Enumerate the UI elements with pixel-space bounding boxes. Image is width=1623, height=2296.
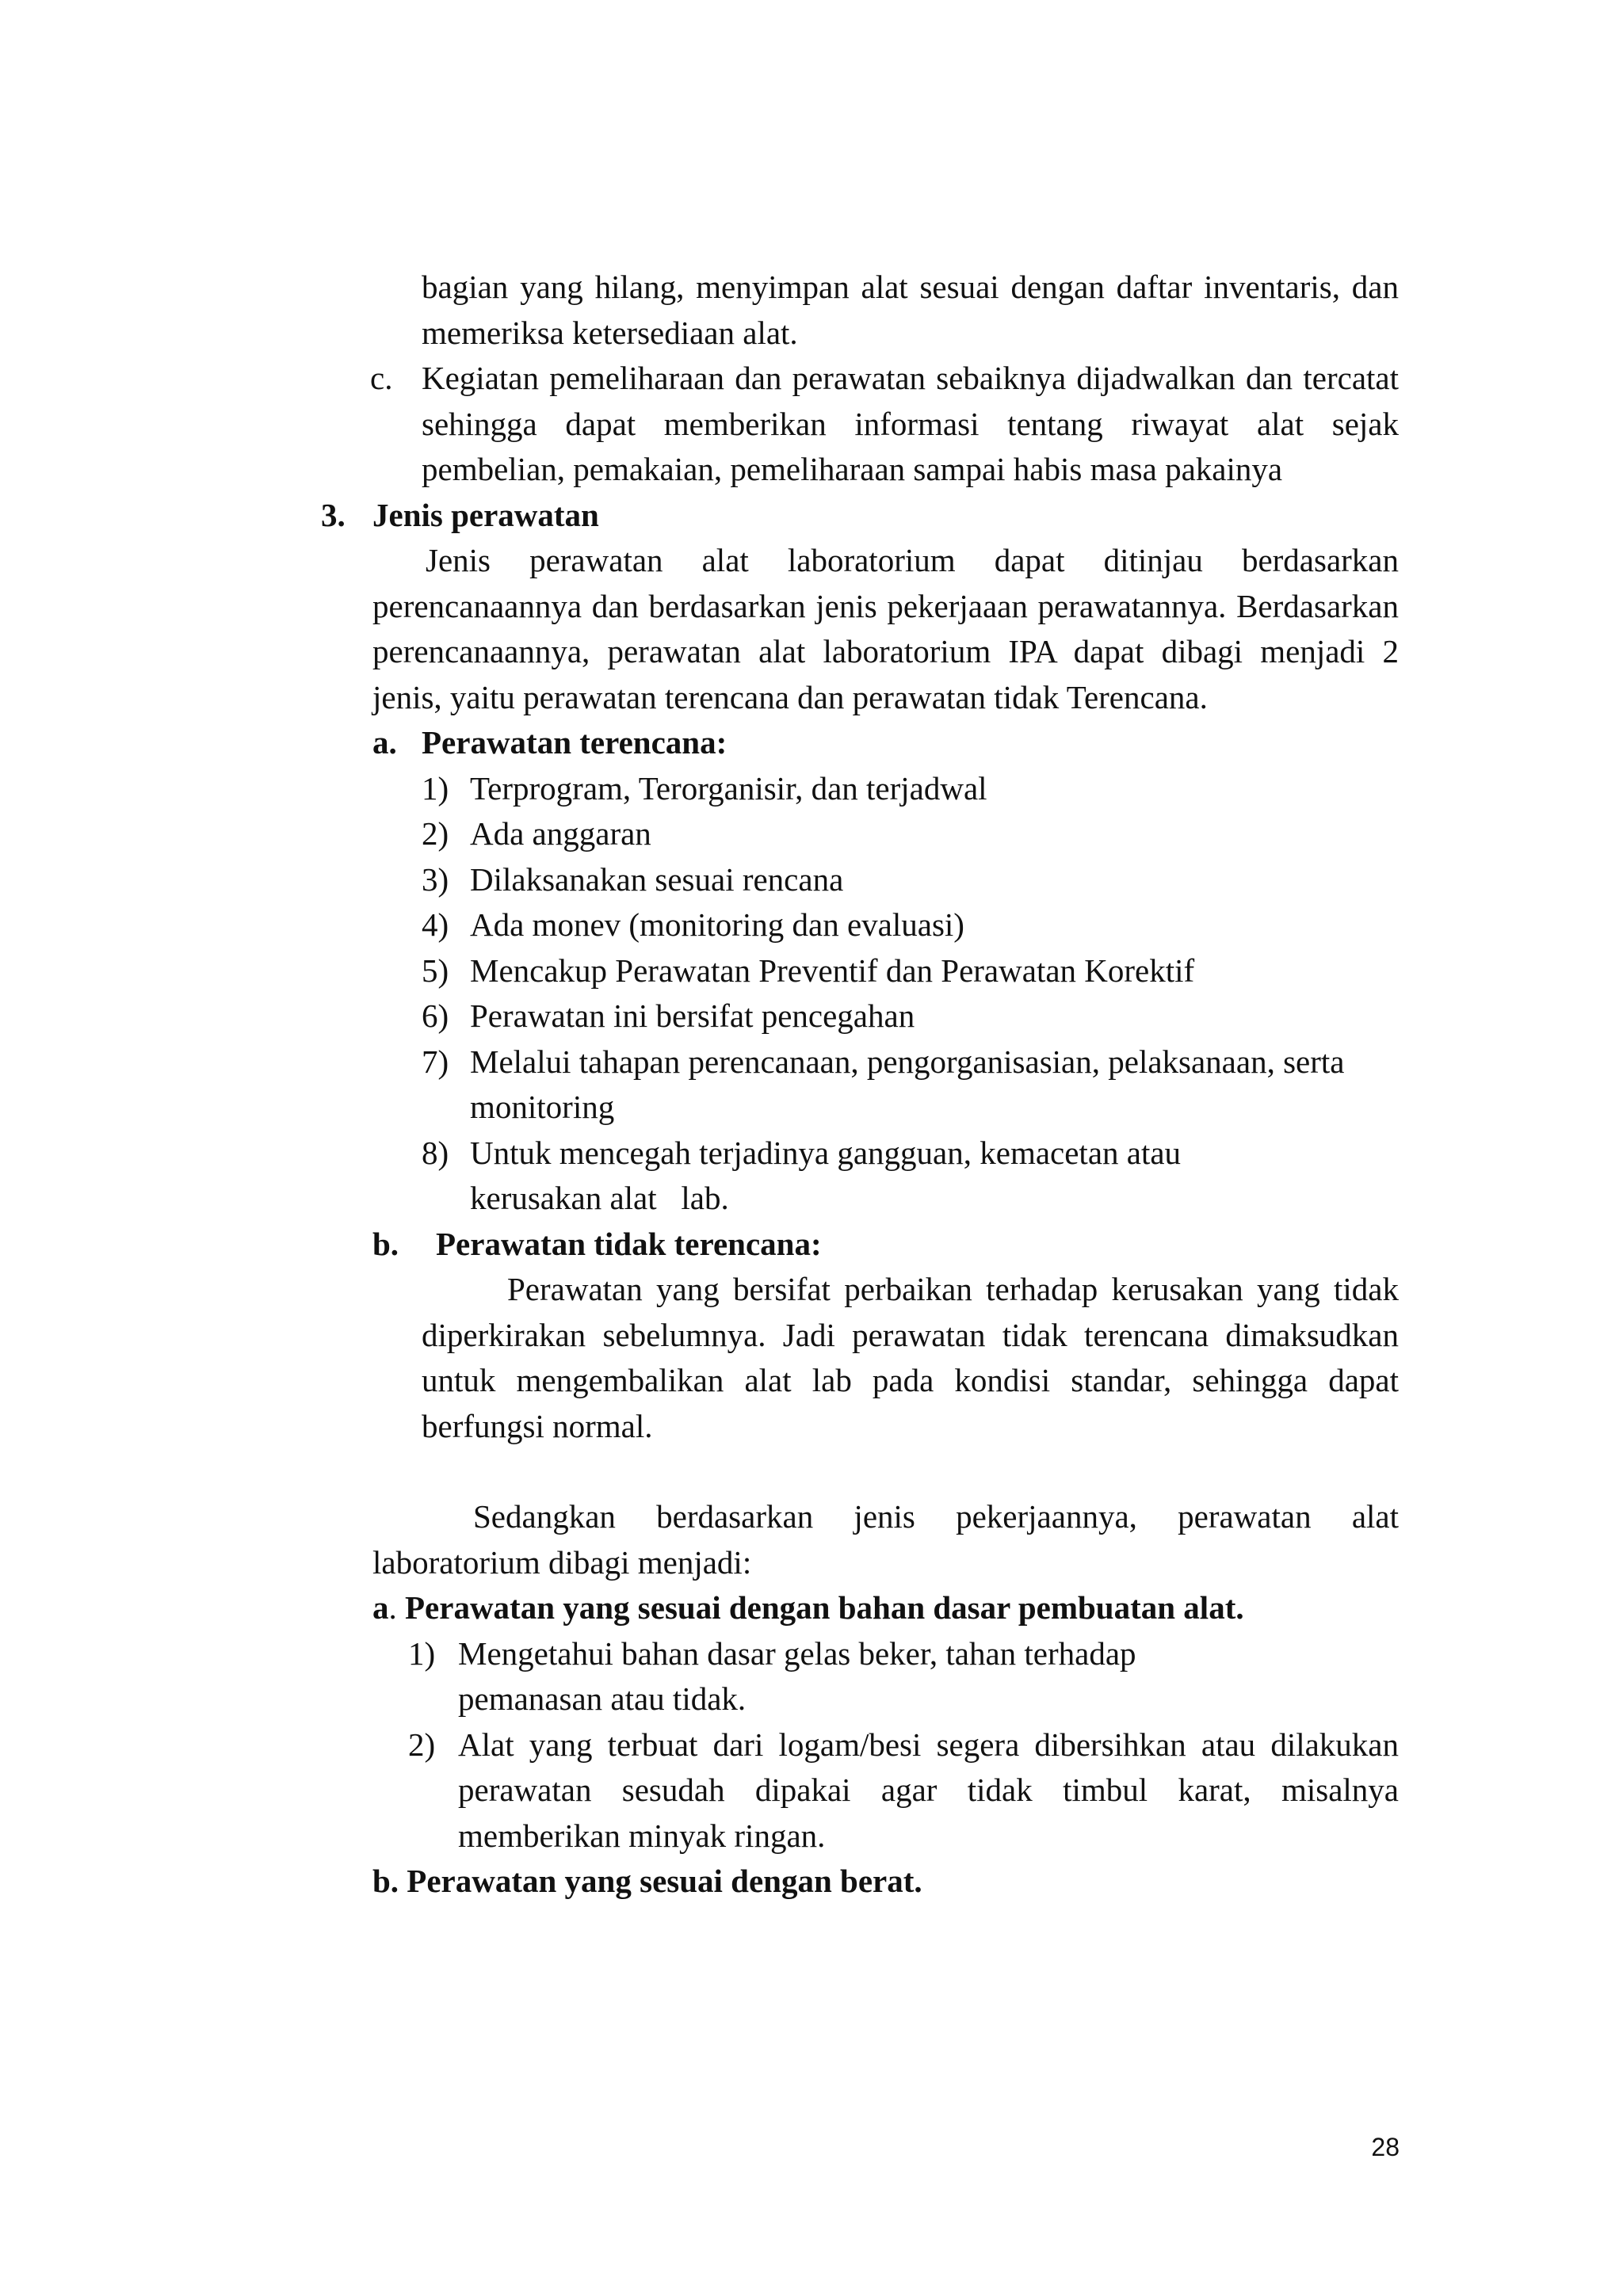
list-item-text: Terprogram, Terorganisir, dan terjadwal (470, 769, 987, 807)
paragraph-text: Sedangkan berdasarkan jenis pekerjaannya, perawatan alat laboratorium dibagi menjadi: (372, 1498, 1399, 1581)
list-item-text: Kegiatan pemeliharaan dan perawatan sebaiknya dijadwalkan dan tercatat sehingga dapat memberikan informasi tentang riwayat alat sejak pembelian, pemakaian, pemeliharaan sampai habis masa pakainya (422, 360, 1399, 487)
list-number: 4) (422, 906, 449, 943)
list-item-text: Dilaksanakan sesuai rencana (470, 860, 844, 898)
section-intro-text: Jenis perawatan alat laboratorium dapat ditinjau berdasarkan perencanaannya dan berdasarkan jenis pekerjaaan perawatannya. Berdasarkan perencanaannya, perawatan alat laboratorium IPA dapat dibagi menjadi 2 jenis, yaitu perawatan terencana dan perawatan tidak Terencana. (372, 542, 1399, 715)
list-item (321, 948, 1399, 994)
list-item (321, 1131, 1399, 1222)
list-item (321, 1722, 1399, 1859)
list-number: 8) (422, 1134, 449, 1171)
list-number: 1) (408, 1634, 436, 1672)
list-item (321, 766, 1399, 812)
list-number: 6) (422, 997, 449, 1034)
subsection-marker: a (372, 1589, 389, 1626)
subsection-marker: b. (372, 1225, 399, 1262)
section-title: Jenis perawatan (372, 496, 599, 533)
list-number: 2) (408, 1726, 436, 1763)
section-number: 3. (321, 496, 346, 533)
page-content (321, 265, 1399, 1905)
list-item-c (321, 356, 1399, 493)
list-item-text: Alat yang terbuat dari logam/besi segera dibersihkan atau dilakukan perawatan sesudah dipakai agar tidak timbul karat, misalnya memberikan minyak ringan. (458, 1726, 1399, 1854)
subsection-title: Perawatan tidak terencana: (436, 1225, 822, 1262)
list-item (321, 994, 1399, 1039)
subsection-marker-dot: . (388, 1589, 397, 1626)
subsection-body-text: Perawatan yang bersifat perbaikan terhadap kerusakan yang tidak diperkirakan sebelumnya. Jadi perawatan tidak terencana dimaksudkan untuk mengembalikan alat lab pada kondisi standar, sehingga dapat berfungsi normal. (422, 1271, 1399, 1444)
list-number: 5) (422, 952, 449, 989)
list-number: 3) (422, 860, 449, 898)
list-item-text: Melalui tahapan perencanaan, pengorganisasian, pelaksanaan, serta monitoring (470, 1043, 1345, 1125)
list-item-text: Untuk mencegah terjadinya gangguan, kemacetan atau kerusakan alat lab. (470, 1134, 1190, 1216)
list-marker: c. (370, 360, 393, 396)
subsection-heading-pa (321, 1585, 1399, 1631)
section-intro (321, 538, 1399, 720)
list-item (321, 1039, 1399, 1131)
continued-paragraph (321, 265, 1399, 356)
list-item-text: Mencakup Perawatan Preventif dan Perawatan Korektif (470, 952, 1195, 989)
subsection-heading-pb (321, 1859, 1399, 1905)
spacer (321, 1449, 1399, 1494)
list-item-text: Ada monev (monitoring dan evaluasi) (470, 906, 964, 943)
list-item (321, 1631, 1399, 1722)
list-number: 1) (422, 769, 449, 807)
list-item (321, 857, 1399, 903)
subsection-marker: a. (372, 724, 397, 761)
subsection-heading-b (321, 1222, 1399, 1268)
list-number: 2) (422, 815, 449, 852)
page-number: 28 (1371, 2133, 1400, 2161)
list-item (321, 902, 1399, 948)
list-number: 7) (422, 1043, 449, 1080)
subsection-title: Perawatan terencana: (422, 724, 727, 761)
subsection-body (321, 1267, 1399, 1449)
continued-text: bagian yang hilang, menyimpan alat sesuai dengan daftar inventaris, dan memeriksa ketersediaan alat. (422, 269, 1399, 351)
list-item-text: Ada anggaran (470, 815, 651, 852)
paragraph-pekerjaan (321, 1494, 1399, 1585)
section-heading (321, 493, 1399, 539)
subsection-heading-a (321, 720, 1399, 766)
list-item-text: Perawatan ini bersifat pencegahan (470, 997, 915, 1034)
list-item-text: Mengetahui bahan dasar gelas beker, tahan terhadap pemanasan atau tidak. (458, 1634, 1136, 1717)
subsection-title: Perawatan yang sesuai dengan bahan dasar pembuatan alat. (405, 1589, 1244, 1626)
list-item (321, 811, 1399, 857)
subsection-title: b. Perawatan yang sesuai dengan berat. (372, 1863, 922, 1899)
